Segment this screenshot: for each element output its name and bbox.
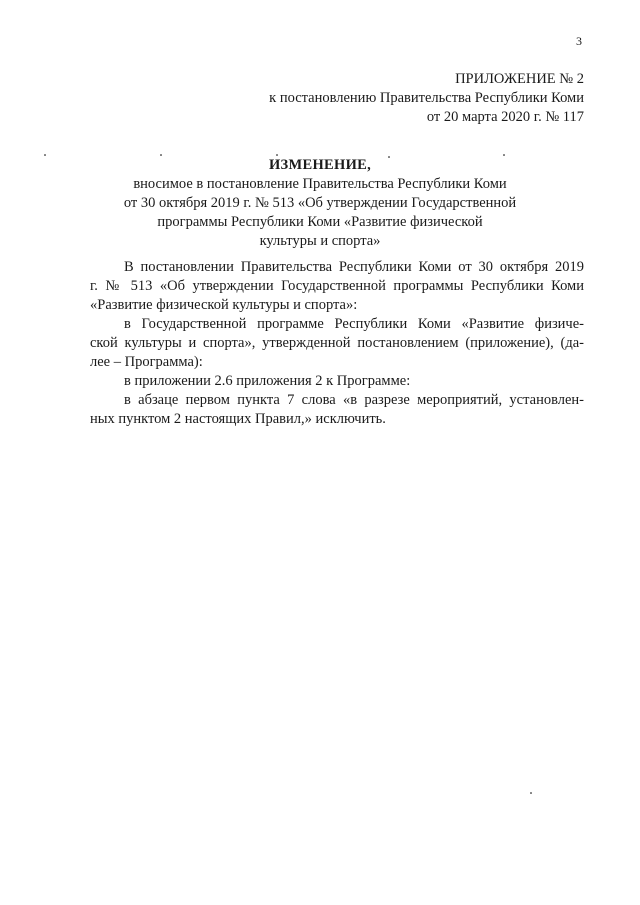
- paragraph: [90, 391, 584, 429]
- text-line: В постановлении Правительства Республики Коми от 30 октября 2019: [124, 259, 584, 275]
- speck: [388, 156, 390, 158]
- page-number: 3: [576, 34, 582, 48]
- document-heading: ИЗМЕНЕНИЕ,: [268, 157, 372, 173]
- title-block: [90, 156, 550, 251]
- text-line: в Государственной программе Республики Коми «Развитие физиче-: [124, 316, 584, 332]
- annex-date: от 20 марта 2020 г. № 117: [426, 109, 584, 125]
- annex-title: ПРИЛОЖЕНИЕ № 2: [455, 71, 584, 87]
- speck: [503, 154, 505, 156]
- speck: [276, 154, 278, 156]
- title-line: программы Республики Коми «Развитие физической: [157, 214, 483, 230]
- text-line: ных пунктом 2 настоящих Правил,» исключить.: [90, 411, 386, 427]
- annex-reference: к постановлению Правительства Республики Коми: [269, 90, 584, 106]
- text-line: г. № 513 «Об утверждении Государственной программы Республики Коми: [90, 278, 584, 294]
- text-line: в приложении 2.6 приложения 2 к Программе:: [124, 373, 411, 389]
- title-line: вносимое в постановление Правительства Республики Коми: [133, 176, 507, 192]
- speck: [160, 154, 162, 156]
- paragraph: [90, 315, 584, 372]
- title-line: от 30 октября 2019 г. № 513 «Об утверждении Государственной: [123, 195, 517, 211]
- paragraph: [90, 372, 584, 391]
- text-line: ской культуры и спорта», утвержденной постановлением (приложение), (да-: [90, 335, 584, 351]
- title-line: культуры и спорта»: [259, 233, 381, 249]
- annex-block: [269, 70, 584, 127]
- speck: [530, 792, 532, 794]
- paragraph: [90, 258, 584, 315]
- speck: [44, 154, 46, 156]
- text-line: лее – Программа):: [90, 354, 203, 370]
- document-body: [90, 258, 584, 429]
- text-line: «Развитие физической культуры и спорта»:: [90, 297, 358, 313]
- text-line: в абзаце первом пункта 7 слова «в разрезе мероприятий, установлен-: [124, 392, 584, 408]
